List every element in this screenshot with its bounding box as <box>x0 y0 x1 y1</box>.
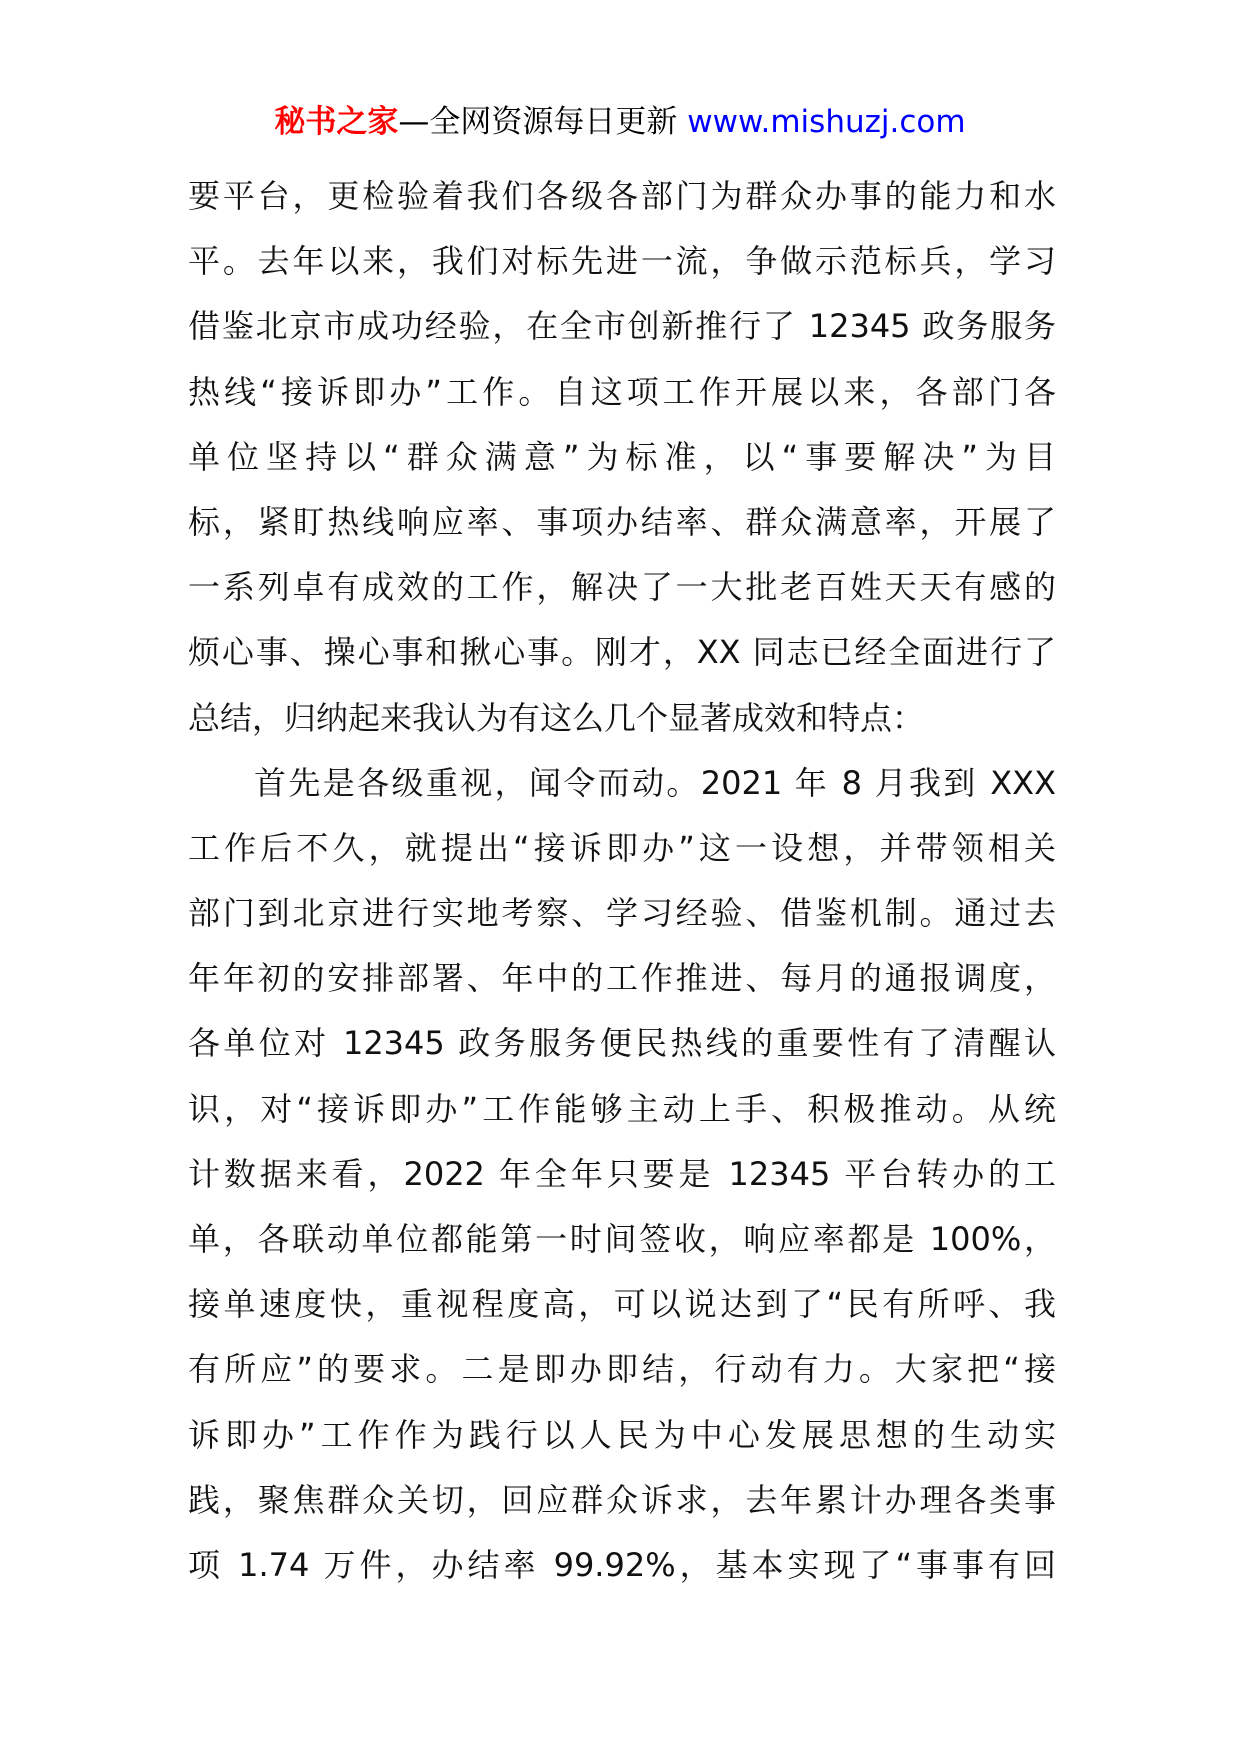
text-line: 标，紧盯热线响应率、事项办结率、群众满意率，开展了 <box>188 502 1056 541</box>
text-line: 单位坚持以“群众满意”为标准，以“事要解决”为目 <box>188 437 1056 476</box>
text-line: 要平台，更检验着我们各级各部门为群众办事的能力和水 <box>188 177 1056 215</box>
site-tagline: —全网资源每日更新 <box>398 104 678 140</box>
text-line: 工作后不久，就提出“接诉即办”这一设想，并带领相关 <box>188 828 1056 867</box>
paragraph-start-line: 首先是各级重视，闻令而动。2021 年 8 月我到 XXX <box>254 763 1056 802</box>
text-line: 热线“接诉即办”工作。自这项工作开展以来，各部门各 <box>188 372 1056 411</box>
page-header <box>0 100 1240 144</box>
text-line: 各单位对 12345 政务服务便民热线的重要性有了清醒认 <box>188 1024 1056 1063</box>
site-brand: 秘书之家 <box>274 104 399 140</box>
text-line: 诉即办”工作作为践行以人民为中心发展思想的生动实 <box>188 1415 1056 1454</box>
document-body <box>188 164 1056 1598</box>
text-line: 烦心事、操心事和揪心事。刚才，XX 同志已经全面进行了 <box>188 633 1056 672</box>
text-line: 项 1.74 万件，办结率 99.92%，基本实现了“事事有回 <box>188 1545 1056 1584</box>
text-line: 部门到北京进行实地考察、学习经验、借鉴机制。通过去 <box>188 894 1056 933</box>
text-line: 一系列卓有成效的工作，解决了一大批老百姓天天有感的 <box>188 568 1056 607</box>
paragraph-end-line: 总结，归纳起来我认为有这么几个显著成效和特点： <box>188 698 925 737</box>
text-line: 践，聚焦群众关切，回应群众诉求，去年累计办理各类事 <box>188 1480 1056 1519</box>
text-line: 有所应”的要求。二是即办即结，行动有力。大家把“接 <box>188 1350 1056 1389</box>
text-line: 识，对“接诉即办”工作能够主动上手、积极推动。从统 <box>188 1089 1056 1128</box>
site-url-link[interactable]: www.mishuzj.com <box>687 104 966 140</box>
text-line: 借鉴北京市成功经验，在全市创新推行了 12345 政务服务 <box>188 307 1056 346</box>
text-line: 单，各联动单位都能第一时间签收，响应率都是 100%， <box>188 1220 1056 1258</box>
text-line: 平。去年以来，我们对标先进一流，争做示范标兵，学习 <box>188 242 1056 281</box>
text-line: 年年初的安排部署、年中的工作推进、每月的通报调度， <box>188 959 1056 998</box>
text-line: 接单速度快，重视程度高，可以说达到了“民有所呼、我 <box>188 1285 1056 1324</box>
text-line: 计数据来看，2022 年全年只要是 12345 平台转办的工 <box>188 1154 1056 1193</box>
